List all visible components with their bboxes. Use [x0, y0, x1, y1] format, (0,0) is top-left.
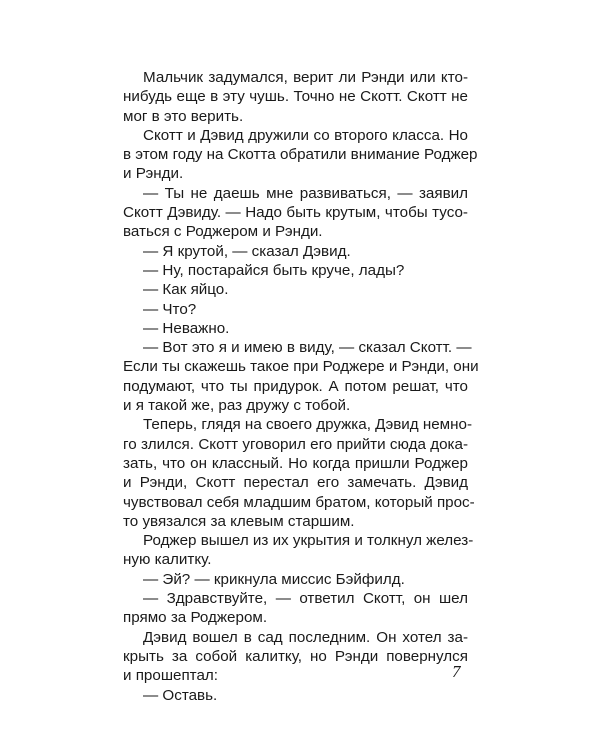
- text-line: — Здравствуйте, — ответил Скотт, он шел: [143, 590, 468, 608]
- text-line: ваться с Роджером и Рэнди.: [123, 223, 323, 241]
- text-line: — Что?: [143, 300, 197, 318]
- text-line: подумают, что ты придурок. А потом решат, что: [123, 377, 468, 395]
- text-line: зать, что он классный. Но когда пришли Роджер: [123, 454, 468, 472]
- text-line: — Вот это я и имею в виду, — сказал Скотт. —: [143, 339, 472, 357]
- text-line: в этом году на Скотта обратили внимание Роджер: [123, 146, 478, 164]
- text-line: — Ну, постарайся быть круче, лады?: [143, 261, 405, 279]
- text-line: ную калитку.: [123, 551, 212, 569]
- body-text: [123, 68, 479, 705]
- text-line: — Как яйцо.: [143, 281, 229, 299]
- text-line: и Рэнди.: [123, 165, 184, 183]
- text-line: Дэвид вошел в сад последним. Он хотел за-: [143, 628, 468, 646]
- text-line: — Неважно.: [143, 319, 230, 337]
- text-line: Мальчик задумался, верит ли Рэнди или кто-: [143, 69, 468, 86]
- text-line: Теперь, глядя на своего дружка, Дэвид немно-: [143, 416, 473, 434]
- text-line: то увязался за клевым старшим.: [123, 512, 355, 530]
- text-line: — Эй? — крикнула миссис Бэйфилд.: [143, 570, 405, 588]
- text-line: — Оставь.: [143, 686, 218, 704]
- text-line: Роджер вышел из их укрытия и толкнул желез-: [143, 532, 474, 550]
- text-line: и Рэнди, Скотт перестал его замечать. Дэвид: [123, 474, 468, 492]
- text-line: — Ты не даешь мне развиваться, — заявил: [143, 184, 468, 202]
- text-line: прямо за Роджером.: [123, 609, 268, 627]
- text-line: Если ты скажешь такое при Роджере и Рэнди, они: [123, 358, 479, 376]
- text-line: нибудь еще в эту чушь. Точно не Скотт. Скотт не: [123, 88, 468, 106]
- text-line: — Я крутой, — сказал Дэвид.: [143, 242, 351, 260]
- text-line: Скотт и Дэвид дружили со второго класса. Но: [143, 126, 468, 144]
- page-number: 7: [452, 662, 461, 681]
- text-line: Скотт Дэвиду. — Надо быть крутым, чтобы тусо-: [123, 204, 468, 222]
- text-line: крыть за собой калитку, но Рэнди повернулся: [123, 647, 468, 665]
- text-line: мог в это верить.: [123, 107, 244, 125]
- text-line: и прошептал:: [123, 667, 218, 685]
- text-line: го злился. Скотт уговорил его прийти сюда дока-: [123, 435, 468, 453]
- text-line: чувствовал себя младшим братом, который прос-: [123, 493, 475, 511]
- text-line: и я такой же, раз дружу с тобой.: [123, 397, 351, 415]
